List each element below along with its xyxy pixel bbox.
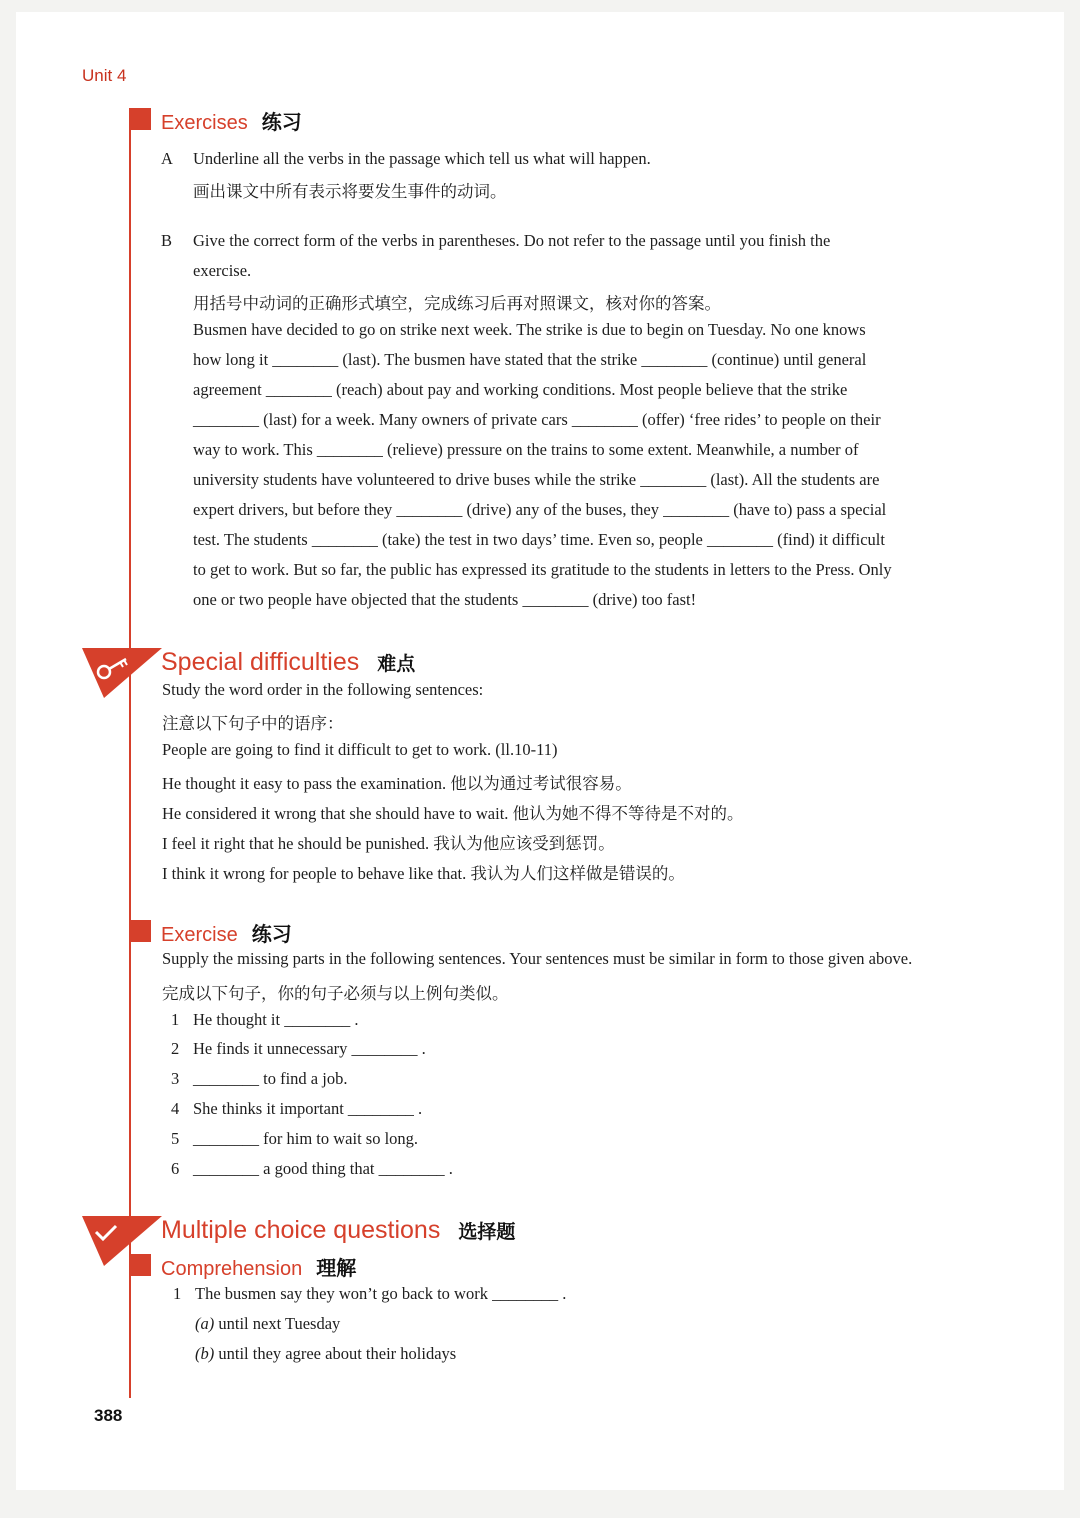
exercise-instruction-zh: 完成以下句子，你的句子必须与以上例句类似。 (162, 984, 509, 1003)
exercise-item-number: 3 (171, 1069, 180, 1088)
margin-rule (129, 120, 131, 1398)
answer-option-label: (a) (195, 1314, 215, 1333)
exercise-b-passage-line: university students have volunteered to drive buses while the strike ________ (last). All the students are (193, 470, 880, 489)
exercise-title: Exercise (161, 924, 238, 946)
exercise-b-label: B (161, 231, 173, 250)
question-number: 1 (173, 1284, 182, 1303)
exercises-heading (161, 106, 302, 135)
exercise-b-line: 用括号中动词的正确形式填空，完成练习后再对照课文，核对你的答案。 (193, 294, 721, 313)
exercise-item-number: 5 (171, 1129, 180, 1148)
answer-option-label: (b) (195, 1344, 215, 1363)
example-sentence: I feel it right that he should be punished. 我认为他应该受到惩罚。 (162, 834, 615, 853)
exercise-item-number: 2 (171, 1039, 180, 1058)
exercise-title-zh: 练习 (251, 924, 292, 946)
exercise-item-number: 1 (171, 1010, 180, 1029)
answer-option-text: until they agree about their holidays (218, 1344, 457, 1363)
unit-label: Unit 4 (82, 66, 127, 85)
exercise-b-passage-line: expert drivers, but before they ________ (drive) any of the buses, they ________ (have to) pass a special (193, 500, 887, 519)
exercise-item: She thinks it important ________ . (193, 1099, 423, 1118)
exercise-item-number: 6 (171, 1159, 180, 1178)
exercise-b-line: exercise. (193, 261, 252, 280)
exercise-a-label: A (161, 149, 173, 168)
exercise-b-passage-line: how long it ________ (last). The busmen have stated that the strike ________ (continue) until general (193, 350, 867, 369)
exercise-b-passage-line: Busmen have decided to go on strike next week. The strike is due to begin on Tuesday. No one knows (193, 320, 866, 339)
example-sentence: People are going to find it difficult to get to work. (ll.10-11) (162, 740, 558, 759)
exercises-title-zh: 练习 (261, 112, 302, 134)
multiple-choice-heading (161, 1216, 515, 1245)
comprehension-title-zh: 理解 (316, 1258, 357, 1280)
exercise-b-line: Give the correct form of the verbs in parentheses. Do not refer to the passage until you finish the (193, 231, 831, 250)
special-difficulties-line: 注意以下句子中的语序： (162, 714, 344, 733)
example-sentence: He considered it wrong that she should have to wait. 他认为她不得不等待是不对的。 (162, 804, 744, 823)
comprehension-heading (161, 1252, 356, 1281)
answer-option (195, 1344, 456, 1364)
comprehension-title: Comprehension (161, 1258, 303, 1280)
exercise-item: He finds it unnecessary ________ . (193, 1039, 426, 1058)
special-difficulties-title: Special difficulties (161, 648, 360, 676)
exercises-title: Exercises (161, 112, 248, 134)
question-text: The busmen say they won’t go back to work ________ . (195, 1284, 567, 1303)
answer-option (195, 1314, 340, 1334)
exercise-item: ________ to find a job. (193, 1069, 348, 1088)
special-difficulties-title-zh: 难点 (377, 654, 416, 675)
key-icon (82, 644, 162, 704)
exercise-b-passage-line: one or two people have objected that the students ________ (drive) too fast! (193, 590, 697, 609)
exercise-item: ________ for him to wait so long. (193, 1129, 419, 1148)
exercise-b-passage-line: way to work. This ________ (relieve) pressure on the trains to some extent. Meanwhile, a number of (193, 440, 859, 459)
example-sentence: I think it wrong for people to behave like that. 我认为人们这样做是错误的。 (162, 864, 685, 883)
answer-option-text: until next Tuesday (218, 1314, 341, 1333)
page-number: 388 (94, 1406, 123, 1425)
exercise-b-passage-line: agreement ________ (reach) about pay and working conditions. Most people believe that the strike (193, 380, 848, 399)
exercise-heading (161, 918, 292, 947)
exercises-marker (129, 108, 151, 130)
exercise-marker (129, 920, 151, 942)
exercise-b-passage-line: test. The students ________ (take) the test in two days’ time. Even so, people ________ (find) it difficult (193, 530, 885, 549)
exercise-item: ________ a good thing that ________ . (193, 1159, 453, 1178)
exercise-item-number: 4 (171, 1099, 180, 1118)
comprehension-marker (129, 1254, 151, 1276)
exercise-a-instruction-zh: 画出课文中所有表示将要发生事件的动词。 (193, 182, 507, 201)
exercise-b-passage-line: to get to work. But so far, the public has expressed its gratitude to the students in letters to the Press. Only (193, 560, 892, 579)
textbook-page (16, 12, 1064, 1490)
example-sentence: He thought it easy to pass the examination. 他以为通过考试很容易。 (162, 774, 632, 793)
exercise-item: He thought it ________ . (193, 1010, 359, 1029)
exercise-b-passage-line: ________ (last) for a week. Many owners of private cars ________ (offer) ‘free rides’ to people on their (193, 410, 881, 429)
multiple-choice-title-zh: 选择题 (458, 1222, 516, 1243)
multiple-choice-title: Multiple choice questions (161, 1216, 441, 1244)
exercise-a-instruction: Underline all the verbs in the passage which tell us what will happen. (193, 149, 651, 168)
special-difficulties-heading (161, 648, 415, 677)
special-difficulties-line: Study the word order in the following sentences: (162, 680, 484, 699)
exercise-instruction: Supply the missing parts in the following sentences. Your sentences must be similar in form to those given above. (162, 949, 913, 968)
